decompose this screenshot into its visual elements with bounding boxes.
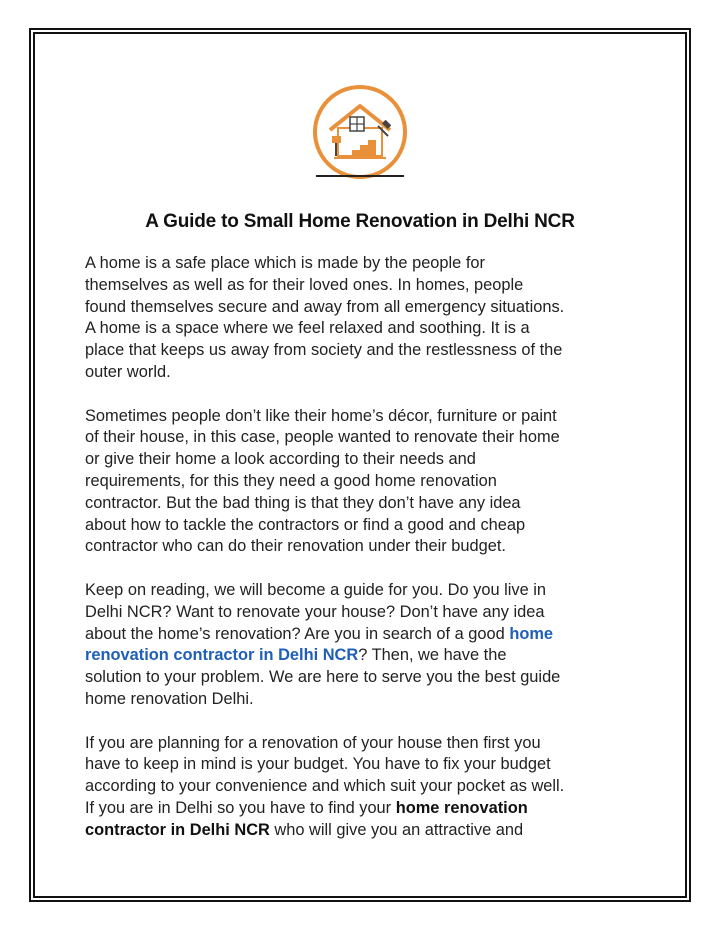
home-renovation-link[interactable]: home bbox=[509, 624, 554, 643]
text-line: A home is a safe place which is made by the people for bbox=[85, 254, 485, 272]
text-line: A home is a space where we feel relaxed and soothing. It is a bbox=[85, 319, 530, 338]
text-line: Keep on reading, we will become a guide for you. Do you live in bbox=[85, 580, 547, 599]
text-line: Sometimes people don’t like their home’s décor, furniture or paint bbox=[85, 406, 557, 425]
text-line: have to keep in mind is your budget. You have to fix your budget bbox=[85, 755, 551, 774]
bold-keyword: contractor in Delhi NCR bbox=[85, 820, 270, 839]
text-line: home renovation Delhi. bbox=[85, 689, 254, 708]
text-run: If you are in Delhi so you have to find your bbox=[85, 798, 396, 817]
article-body bbox=[85, 253, 645, 863]
text-line: according to your convenience and which suit your pocket as well. bbox=[85, 777, 565, 796]
text-line: Delhi NCR? Want to renovate your house? Don’t have any idea bbox=[85, 602, 545, 621]
paragraph-1 bbox=[85, 253, 645, 384]
home-renovation-link[interactable]: renovation contractor in Delhi NCR bbox=[85, 646, 359, 665]
text-line: contractor. But the bad thing is that they don’t have any idea bbox=[85, 493, 521, 512]
text-line: or give their home a look according to their needs and bbox=[85, 450, 476, 469]
text-line: of their house, in this case, people wanted to renovate their home bbox=[85, 428, 560, 447]
text-line: themselves as well as for their loved ones. In homes, people bbox=[85, 275, 524, 294]
paragraph-4 bbox=[85, 733, 645, 842]
text-run: ? Then, we have the bbox=[358, 646, 507, 665]
text-line: about how to tackle the contractors or find a good and cheap bbox=[85, 515, 526, 534]
text-line: solution to your problem. We are here to serve you the best guide bbox=[85, 668, 561, 687]
bold-keyword: home renovation bbox=[395, 798, 528, 817]
paragraph-2 bbox=[85, 406, 645, 559]
text-line bbox=[85, 624, 645, 646]
text-line bbox=[85, 798, 645, 820]
text-line: place that keeps us away from society and the restlessness of the bbox=[85, 341, 563, 360]
page-title: A Guide to Small Home Renovation in Delhi NCR bbox=[145, 211, 575, 232]
text-run: who will give you an attractive and bbox=[269, 820, 524, 839]
text-line: outer world. bbox=[85, 362, 171, 381]
text-line: requirements, for this they need a good home renovation bbox=[85, 471, 497, 490]
text-line: found themselves secure and away from all emergency situations. bbox=[85, 297, 565, 316]
text-line bbox=[85, 645, 645, 667]
text-line bbox=[85, 820, 645, 842]
home-renovation-logo-icon bbox=[312, 84, 408, 180]
text-line: If you are planning for a renovation of your house then first you bbox=[85, 733, 541, 752]
paragraph-3 bbox=[85, 580, 645, 711]
logo-underline bbox=[316, 175, 404, 177]
text-run: about the home’s renovation? Are you in search of a good bbox=[85, 624, 510, 643]
text-line: contractor who can do their renovation under their budget. bbox=[85, 537, 506, 556]
